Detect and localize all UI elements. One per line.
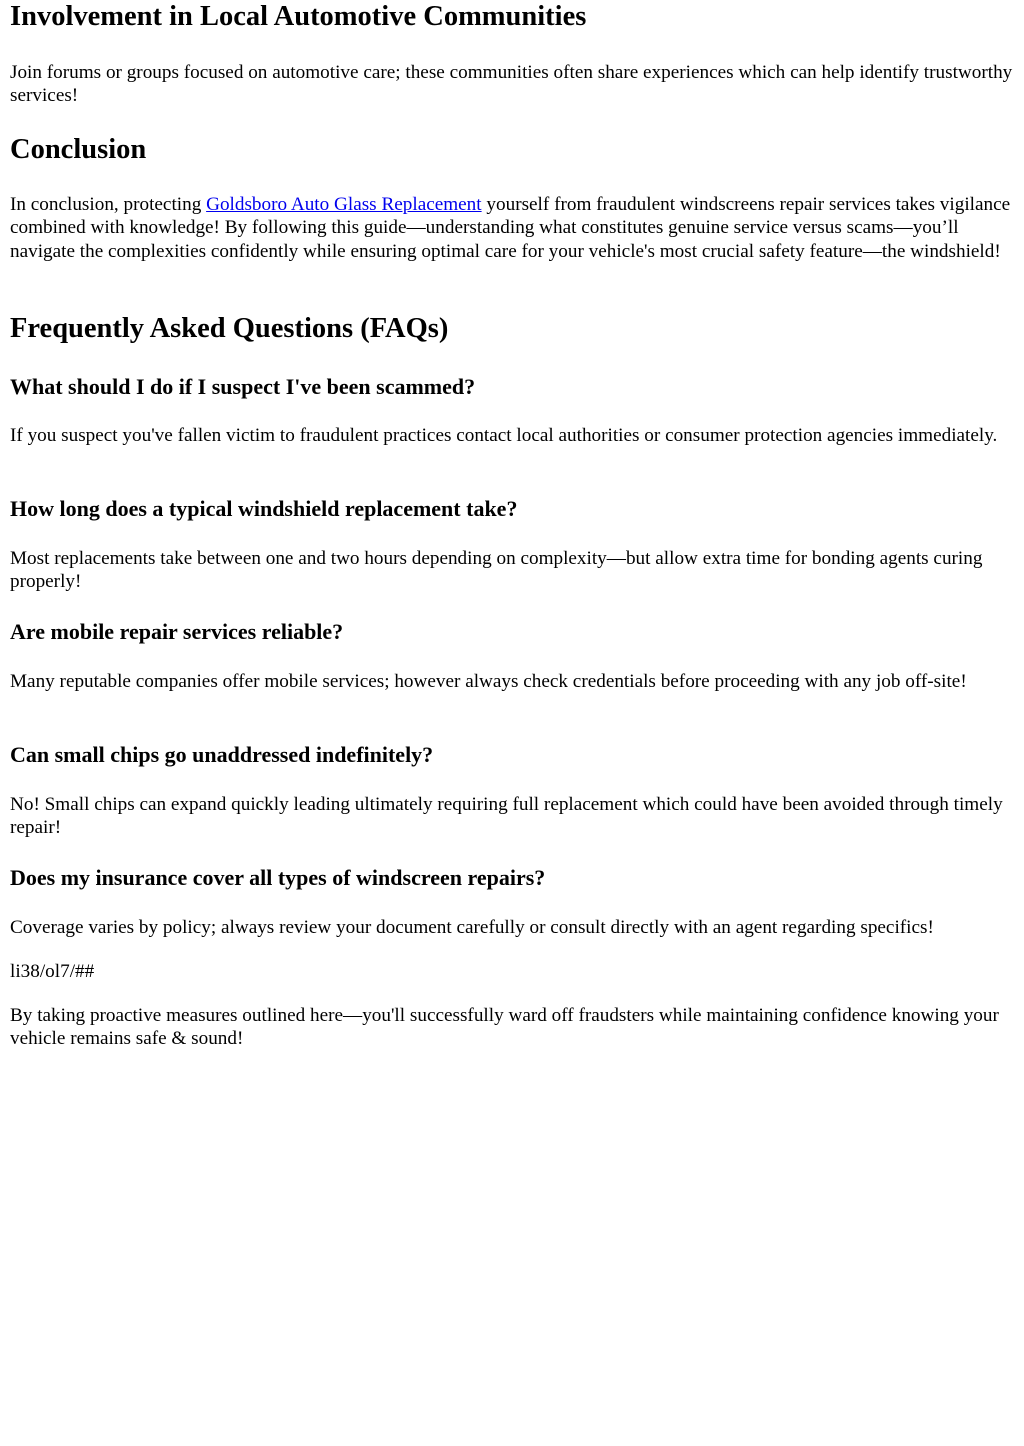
conclusion-paragraph — [10, 193, 1014, 263]
faq-question: What should I do if I suspect I've been scammed? — [10, 374, 476, 399]
closing-paragraph: By taking proactive measures outlined here—you'll successfully ward off fraudsters while maintaining confidence knowing your vehicle remains safe & sound! — [10, 1005, 999, 1050]
section-heading-faqs: Frequently Asked Questions (FAQs) — [10, 313, 449, 344]
section-heading-conclusion: Conclusion — [10, 134, 147, 165]
section-heading-involvement: Involvement in Local Automotive Communities — [10, 1, 587, 32]
goldsboro-auto-glass-link[interactable]: Goldsboro Auto Glass Replacement — [206, 194, 482, 215]
faq-answer: Most replacements take between one and two hours depending on complexity—but allow extra time for bonding agents curing properly! — [10, 548, 983, 593]
faq-answer: No! Small chips can expand quickly leading ultimately requiring full replacement which could have been avoided through timely repair! — [10, 794, 1003, 839]
faq-question: Does my insurance cover all types of windscreen repairs? — [10, 865, 546, 890]
faq-answer: Coverage varies by policy; always review your document carefully or consult directly with an agent regarding specifics! — [10, 917, 934, 938]
faq-answer: If you suspect you've fallen victim to fraudulent practices contact local authorities or consumer protection agencies immediately. — [10, 425, 998, 446]
conclusion-text-before-link: In conclusion, protecting — [10, 194, 207, 215]
faq-question: How long does a typical windshield replacement take? — [10, 496, 518, 521]
code-line: li38/ol7/## — [10, 961, 95, 982]
involvement-paragraph: Join forums or groups focused on automotive care; these communities often share experiences which can help identify trustworthy services! — [10, 62, 1013, 107]
faq-question: Can small chips go unaddressed indefinitely? — [10, 742, 434, 767]
faq-question: Are mobile repair services reliable? — [10, 619, 344, 644]
faq-answer: Many reputable companies offer mobile services; however always check credentials before proceeding with any job off-site! — [10, 671, 967, 692]
conclusion-text-after-link: yourself from fraudulent windscreens repair services takes vigilance combined with knowledge! By following this guide—understanding what constitutes genuine service versus scams—you’ll navigate the complexities confidently while ensuring optimal care for your vehicle's most crucial safety feature—the windshield! — [10, 194, 1011, 262]
